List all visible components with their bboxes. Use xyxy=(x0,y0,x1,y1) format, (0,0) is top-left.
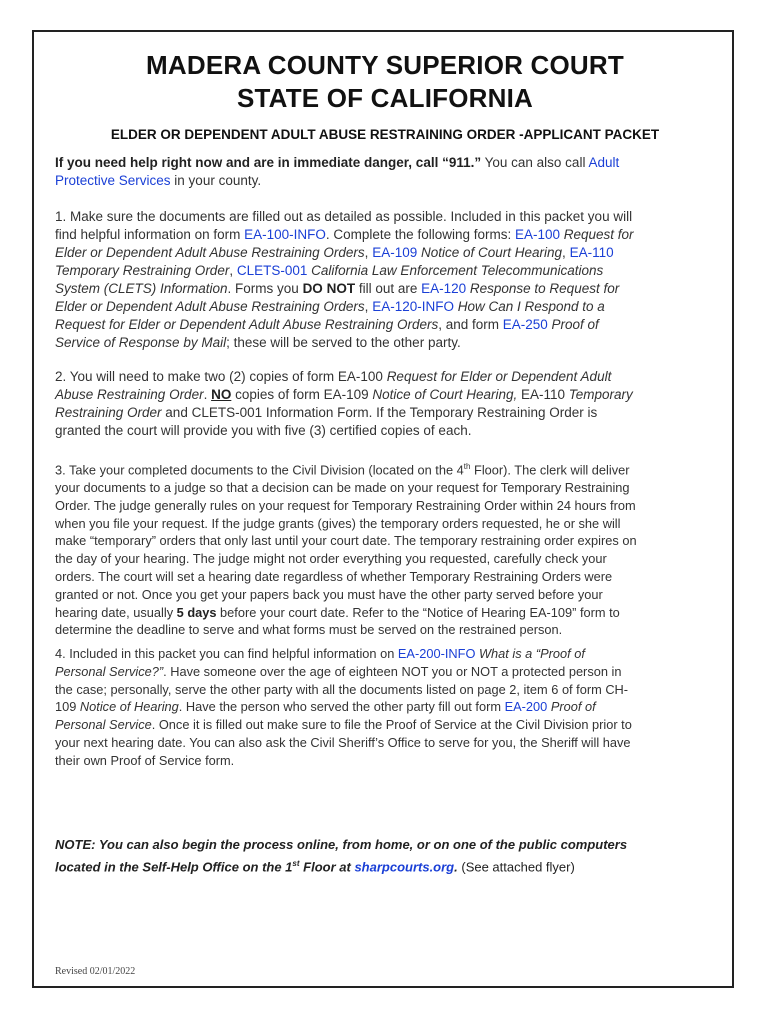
no-emphasis: NO xyxy=(211,387,232,402)
p4-text: 4. Included in this packet you can find helpful information on xyxy=(55,646,398,661)
ea-200-link[interactable]: EA-200 xyxy=(504,699,548,715)
p2-text: EA-110 xyxy=(517,387,569,402)
p1-line: 1. Make sure the documents are filled out as detailed as possible. Included in this packet you will xyxy=(55,209,633,224)
p4-italic: Personal Service xyxy=(55,717,152,733)
p1-text: , xyxy=(364,299,373,314)
ea-100-info-link[interactable]: EA-100-INFO xyxy=(244,227,326,242)
p2-italic: Notice of Court Hearing, xyxy=(372,387,518,402)
adult-protective-services-link[interactable]: Adult xyxy=(588,155,620,170)
emergency-notice: If you need help right now and are in immediate danger, call “911.” xyxy=(55,155,482,170)
intro-text: You can also call xyxy=(481,155,589,170)
p1-text: , xyxy=(229,263,237,278)
paragraph-1 xyxy=(55,208,715,352)
p1-italic: Elder or Dependent Adult Abuse Restraining Orders xyxy=(55,245,365,260)
p1-italic: Response to Request for xyxy=(466,281,620,296)
p1-italic: Service of Response by Mail xyxy=(55,335,227,350)
p3-sup: th xyxy=(463,462,471,471)
p1-italic: Elder or Dependent Adult Abuse Restraining Orders xyxy=(55,299,365,314)
p2-text: and CLETS-001 Information Form. If the Temporary Restraining Order is xyxy=(161,405,598,420)
p3-line: Order. The judge generally rules on your request for Temporary Restraining Order within 24 hours from xyxy=(55,497,636,513)
p2-italic: Restraining Order xyxy=(55,405,162,420)
p3-line: the day of your hearing. The judge might not order everything you requested, carefully check your xyxy=(55,551,607,567)
p1-text: , and form xyxy=(438,317,503,332)
p1-text: . Forms you xyxy=(227,281,303,296)
note-line: NOTE: You can also begin the process online, from home, or on one of the public computers xyxy=(55,837,628,852)
paragraph-4 xyxy=(55,645,715,770)
p1-italic: How Can I Respond to a xyxy=(453,299,605,314)
p4-line: their own Proof of Service form. xyxy=(55,752,235,768)
court-title: MADERA COUNTY SUPERIOR COURT xyxy=(146,50,624,80)
p2-line: granted the court will provide you with five (3) certified copies of each. xyxy=(55,423,472,438)
p4-text: . Have someone over the age of eighteen NOT you or NOT a protected person in xyxy=(163,663,622,679)
p1-italic: Request for xyxy=(560,227,634,242)
ea-200-info-link[interactable]: EA-200-INFO xyxy=(397,646,476,661)
p1-italic: Request for Elder or Dependent Adult Abuse Restraining Orders xyxy=(55,317,439,332)
paragraph-3 xyxy=(55,458,715,639)
flyer-reference: (See attached flyer) xyxy=(461,859,575,875)
p3-text: 3. Take your completed documents to the Civil Division (located on the 4 xyxy=(55,462,464,478)
p3-line: when you file your request. If the judge grants (gives) the temporary orders requested, he or she will xyxy=(55,515,621,531)
revision-date: Revised 02/01/2022 xyxy=(55,966,136,977)
p3-line: granted or not. Once you get your papers back you must have the other party served before your xyxy=(55,586,603,602)
five-days-emphasis: 5 days xyxy=(176,604,217,620)
note-text: located in the Self-Help Office on the 1 xyxy=(55,859,293,875)
paragraph-2 xyxy=(55,368,715,440)
p2-italic: Temporary xyxy=(568,387,633,402)
p3-line: orders. The court will set a hearing date regardless of whether Temporary Restraining Orders were xyxy=(55,569,613,585)
p1-italic: Notice of Court Hearing xyxy=(417,245,563,260)
p1-italic: Proof of xyxy=(547,317,599,332)
p1-text: find helpful information on form xyxy=(55,227,245,242)
p3-line: your documents to a judge so that a decision can be made on your request for Temporary Restraining xyxy=(55,480,630,496)
p4-italic: Notice of Hearing xyxy=(79,699,179,715)
p1-italic: System (CLETS) Information xyxy=(55,281,228,296)
do-not-emphasis: DO NOT xyxy=(302,281,356,296)
p1-text: , xyxy=(562,245,570,260)
note-text: Floor at xyxy=(299,859,355,875)
p2-text: copies of form EA-109 xyxy=(231,387,373,402)
p4-italic: Personal Service?” xyxy=(55,663,164,679)
p4-text: . Once it is filled out make sure to file the Proof of Service at the Civil Division prior to xyxy=(151,717,632,733)
p4-line: your next hearing date. You can also ask the Civil Sheriff’s Office to serve for you, the Sheriff will have xyxy=(55,734,631,750)
p1-text: ; these will be served to the other party. xyxy=(226,335,461,350)
ea-100-link[interactable]: EA-100 xyxy=(514,227,561,242)
p4-line: the case; personally, serve the other party with all the documents listed on page 2, item 6 of form CH- xyxy=(55,681,629,697)
p4-text: 109 xyxy=(55,699,80,715)
p3-line: determine the deadline to serve and what forms must be served on the restrained person. xyxy=(55,622,563,638)
clets-001-link[interactable]: CLETS-001 xyxy=(236,263,308,278)
p4-italic: What is a “Proof of xyxy=(475,646,585,661)
ea-250-link[interactable]: EA-250 xyxy=(502,317,548,332)
p3-text: hearing date, usually xyxy=(55,604,177,620)
note-sup: st xyxy=(292,859,300,868)
note-text: . xyxy=(454,859,462,875)
p1-italic: California Law Enforcement Telecommunications xyxy=(307,263,604,278)
adult-protective-services-link-cont[interactable]: Protective Services xyxy=(55,173,171,188)
p3-line: make “temporary” orders that only last until your court date. The temporary restraining order expires on xyxy=(55,533,637,549)
packet-subtitle: ELDER OR DEPENDENT ADULT ABUSE RESTRAINING ORDER -APPLICANT PACKET xyxy=(110,127,660,142)
intro-text: in your county. xyxy=(170,173,262,188)
p1-text: fill out are xyxy=(355,281,422,296)
p2-italic: Request for Elder or Dependent Adult xyxy=(386,369,612,384)
ea-110-link[interactable]: EA-110 xyxy=(569,245,614,260)
p2-text: 2. You will need to make two (2) copies of form EA-100 xyxy=(55,369,387,384)
p4-text: . Have the person who served the other party fill out form xyxy=(178,699,505,715)
p1-italic: Temporary Restraining Order xyxy=(55,263,230,278)
p2-text: . xyxy=(203,387,212,402)
p4-italic: Proof of xyxy=(547,699,596,715)
ea-120-link[interactable]: EA-120 xyxy=(421,281,467,296)
p3-text: Floor). The clerk will deliver xyxy=(470,462,630,478)
ea-120-info-link[interactable]: EA-120-INFO xyxy=(372,299,454,314)
ea-109-link[interactable]: EA-109 xyxy=(372,245,418,260)
p1-text: , xyxy=(364,245,373,260)
p2-italic: Abuse Restraining Order xyxy=(55,387,204,402)
state-title: STATE OF CALIFORNIA xyxy=(236,83,534,113)
online-note xyxy=(55,835,715,876)
p1-text: . Complete the following forms: xyxy=(325,227,515,242)
sharpcourts-link[interactable]: sharpcourts.org xyxy=(354,859,455,875)
p3-text: before your court date. Refer to the “Notice of Hearing EA-109” form to xyxy=(216,604,620,620)
intro-paragraph xyxy=(55,154,715,190)
